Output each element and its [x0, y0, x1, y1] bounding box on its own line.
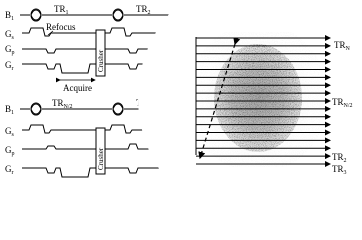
acquire-label: Acquire: [63, 83, 92, 93]
rf-pulse-icon: [31, 103, 41, 115]
tr3-kspace-label: $TR_3$: [332, 164, 347, 176]
gr-label: $G_r$: [5, 164, 14, 176]
svg-text:Crusher: Crusher: [179, 49, 187, 72]
svg-text:Crusher: Crusher: [97, 49, 105, 72]
trn-kspace-label: $TR_N$: [334, 40, 350, 52]
gr-label: $G_r$: [5, 60, 14, 72]
gs-label: $G_s$: [5, 29, 14, 41]
tr1-label: $TR_1$: [54, 4, 69, 16]
k-space-panel: [163, 0, 353, 194]
crusher-box: [96, 128, 105, 174]
tr2-kspace-label: $TR_2$: [332, 152, 347, 164]
b1-label: $B_1$: [5, 10, 15, 22]
gp-label: $G_p$: [5, 44, 15, 56]
rf-pulse-icon: [31, 9, 41, 21]
gp-label: $G_p$: [5, 145, 15, 157]
rf-trace-top: [20, 9, 178, 21]
crusher-box: [96, 30, 105, 76]
svg-text:Crusher: Crusher: [97, 147, 105, 170]
tr2-label: $TR_2$: [136, 4, 151, 16]
svg-text:Crusher: Crusher: [179, 147, 187, 170]
tr-half-kspace-label: $TR_{N/2}$: [332, 97, 353, 109]
refocus-label: Refocus: [46, 22, 76, 32]
rf-pulse-icon: [113, 9, 123, 21]
k-space-signal-cloud: [163, 0, 353, 194]
trn-label: $TR_N$: [136, 98, 152, 110]
tr-half-label: $TR_{N/2}$: [52, 98, 73, 110]
gs-label: $G_s$: [5, 126, 14, 138]
b1-label: $B_1$: [5, 104, 15, 116]
rf-pulse-icon: [113, 103, 123, 115]
